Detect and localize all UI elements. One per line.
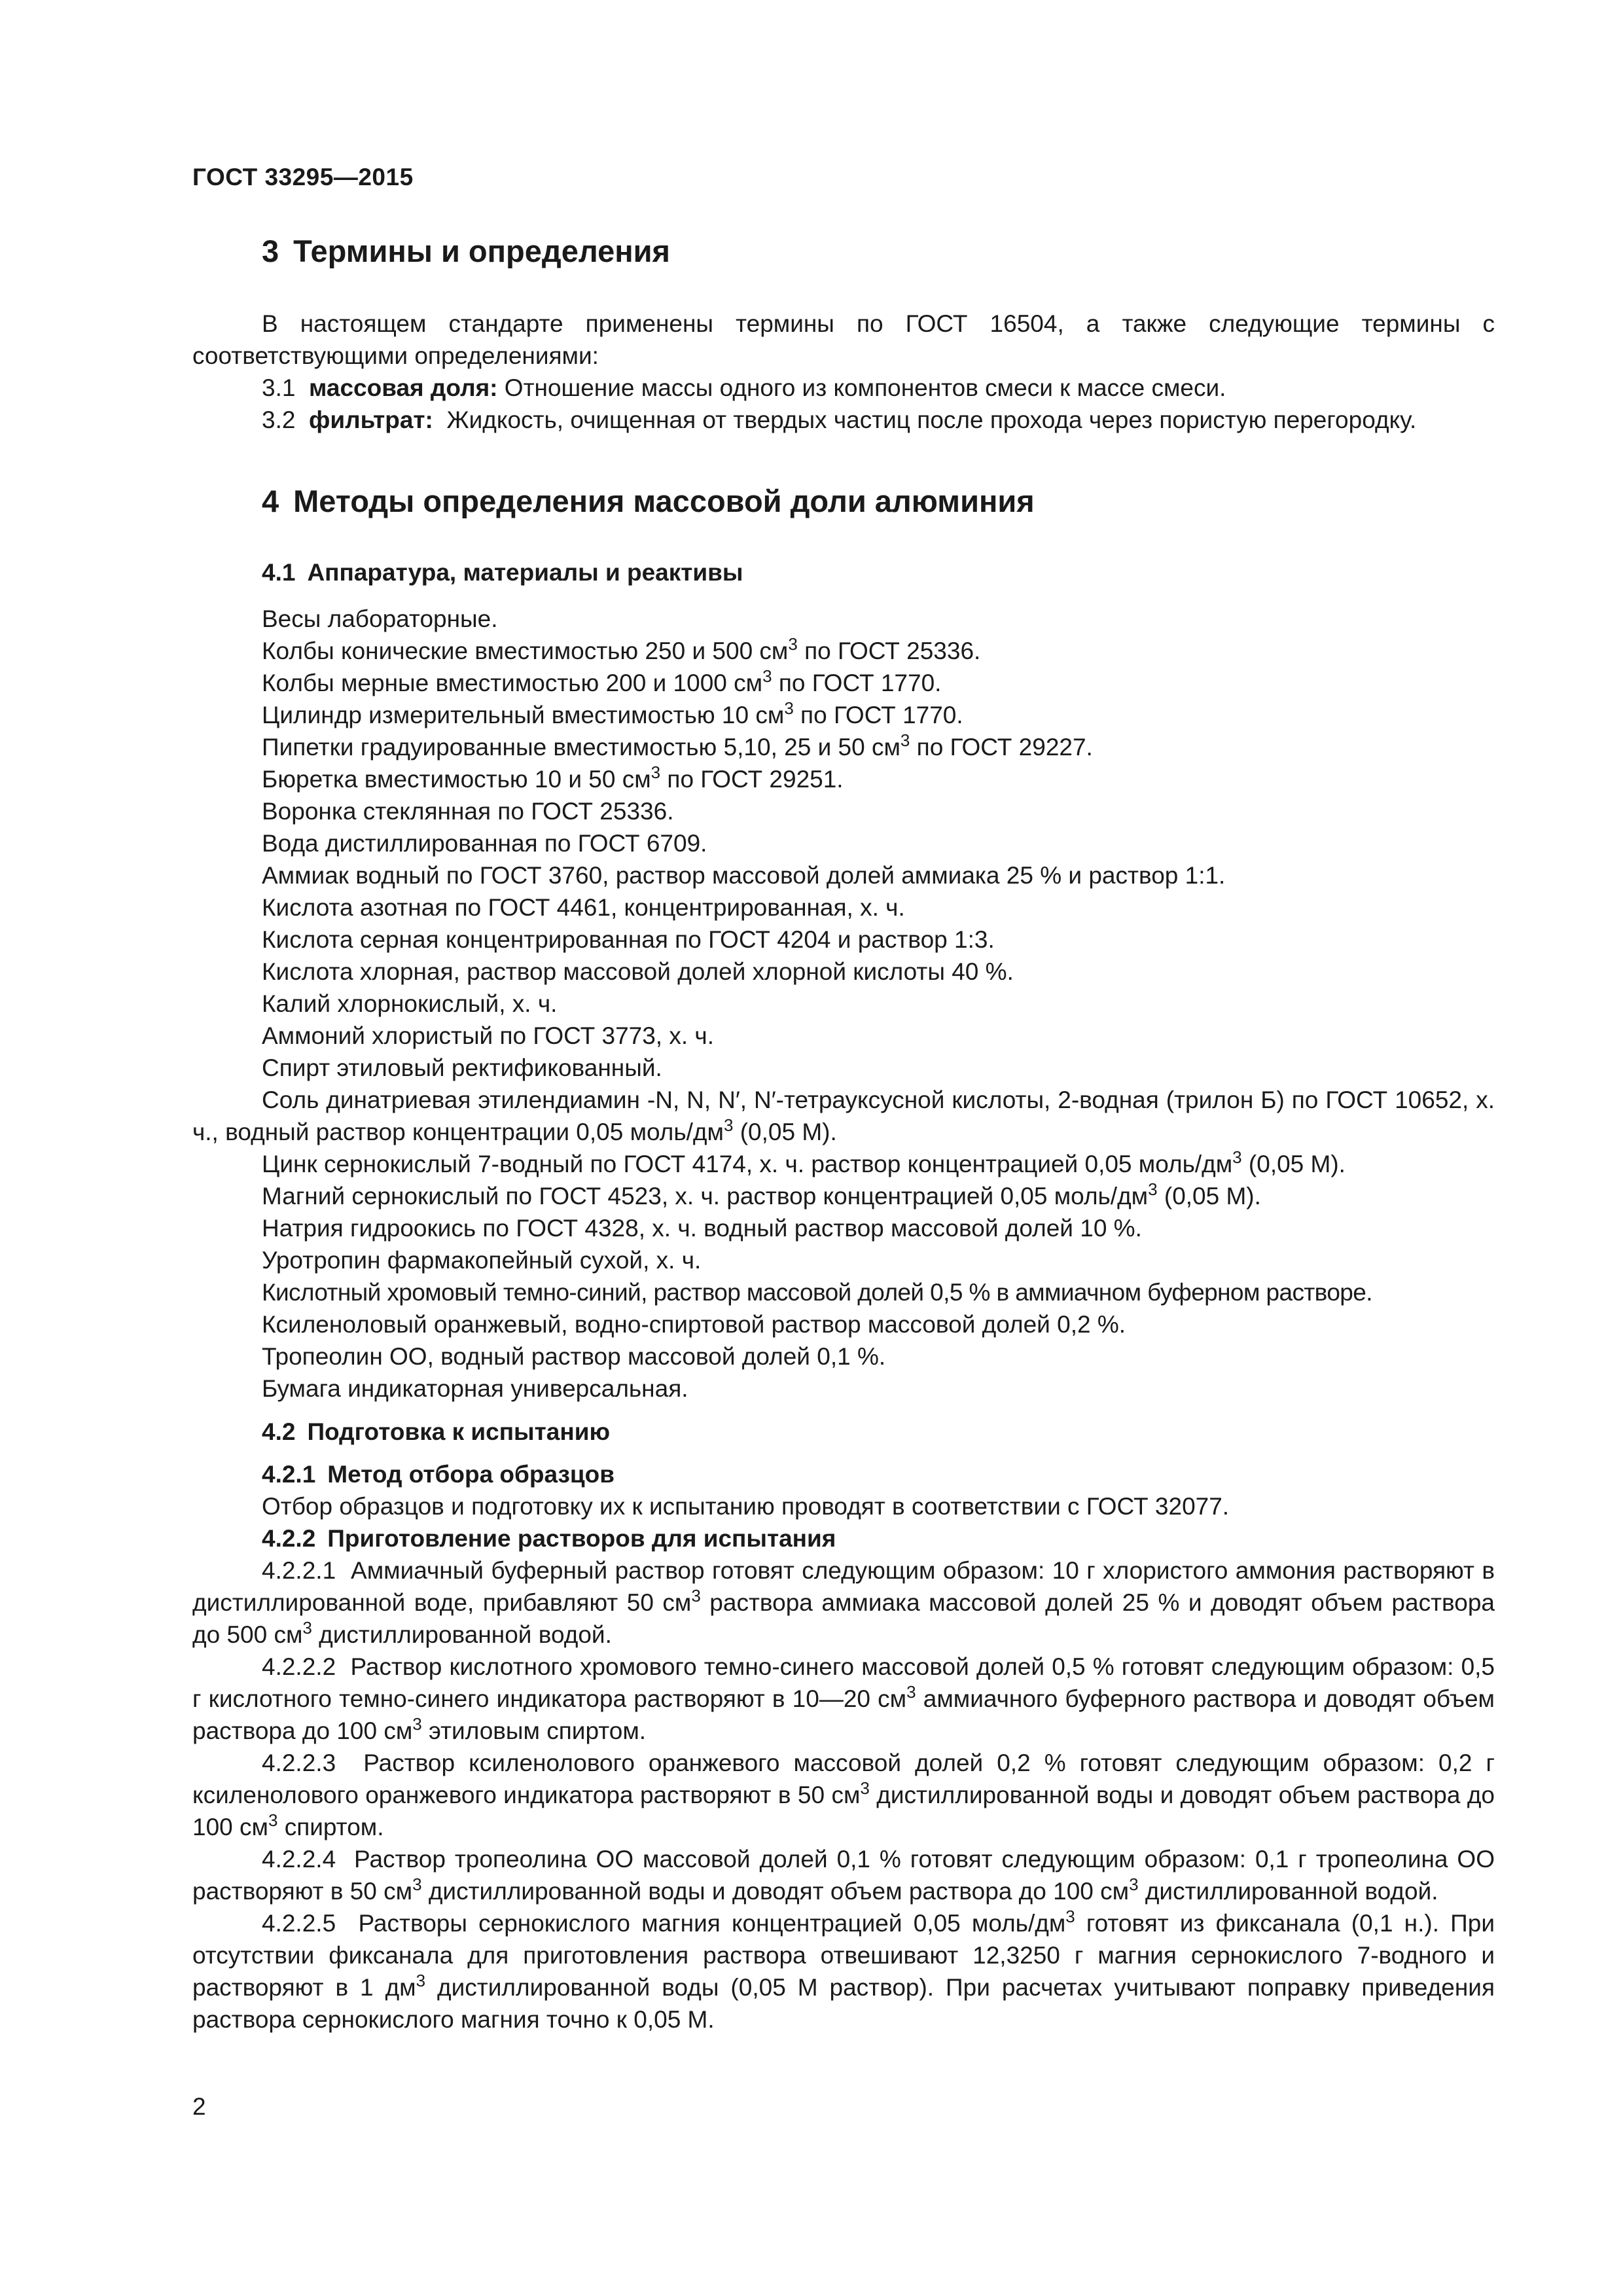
subsection-number: 4.2 <box>262 1418 296 1445</box>
subsection-title: Подготовка к испытанию <box>307 1418 611 1445</box>
section-number: 3 <box>262 234 279 268</box>
list-item: Пипетки градуированные вместимостью 5,10, 25 и 50 $см^3$ по ГОСТ 29227. <box>262 730 1093 761</box>
paragraph-4-2-2-1: 4.2.2.1 Аммиачный буферный раствор готовят следующим образом: 10 г хлористого аммония растворяют в дистиллированной воде, прибавляют 50 $см^3$ раствора аммиака массовой долей 25 % и доводят объем раствора до 500 $см^3$ дистиллированной водой. <box>192 1556 1495 1648</box>
subsection-title: Метод отбора образцов <box>327 1460 615 1488</box>
section-4-heading <box>192 483 1495 520</box>
list-item: Бюретка вместимостью 10 и 50 $см^3$ по ГОСТ 29251. <box>262 762 844 793</box>
list-item: Воронка стеклянная по ГОСТ 25336. <box>262 797 674 825</box>
document-header: ГОСТ 33295—2015 <box>192 164 414 190</box>
section-number: 4 <box>262 484 279 519</box>
paragraph-4-2-2-2: 4.2.2.2 Раствор кислотного хромового темно-синего массовой долей 0,5 % готовят следующим образом: 0,5 г кислотного темно-синего индикатора растворяют в 10—20 $см^3$ аммиачного буферного раствора и доводят объем раствора до 100 $см^3$ этиловым спиртом. <box>192 1653 1495 1744</box>
list-item: Цилиндр измерительный вместимостью 10 $см^3$ по ГОСТ 1770. <box>262 698 963 728</box>
list-item: Весы лабораторные. <box>262 605 498 632</box>
list-item: Колбы конические вместимостью 250 и 500 $см^3$ по ГОСТ 25336. <box>262 634 981 664</box>
list-item: Магний сернокислый по ГОСТ 4523, х. ч. раствор концентрацией 0,05 моль/$дм^3$ (0,05 М). <box>262 1179 1261 1210</box>
section-3-heading <box>192 233 1495 270</box>
subsection-number: 4.2.1 <box>262 1460 316 1488</box>
list-item: Тропеолин ОО, водный раствор массовой долей 0,1 %. <box>262 1342 886 1370</box>
paragraph-4-2-2-5: 4.2.2.5 Растворы сернокислого магния концентрацией 0,05 моль/$дм^3$ готовят из фиксанала (0,1 н.). При отсутствии фиксанала для приготовления раствора отвешивают 12,3250 г магния сернокислого 7-водного и растворяют в 1 $дм^3$ дистиллированной воды (0,05 М раствор). При расчетах учитывают поправку приведения раствора сернокислого магния точно к 0,05 М. <box>192 1906 1495 2033</box>
section-3-intro: В настоящем стандарте применены термины по ГОСТ 16504, а также следующие термины с соответствующими определениями: <box>192 310 1495 370</box>
term-3-2 <box>192 404 1495 436</box>
term-number: 3.2 <box>262 406 296 434</box>
list-item: Кислота хлорная, раствор массовой долей хлорной кислоты 40 %. <box>262 958 1014 985</box>
list-item: Цинк сернокислый 7-водный по ГОСТ 4174, х. ч. раствор концентрацией 0,05 моль/$дм^3$ (0,05 М). <box>262 1147 1346 1177</box>
list-item: Уротропин фармакопейный сухой, х. ч. <box>262 1246 702 1274</box>
section-title: Термины и определения <box>293 234 670 268</box>
subsection-number: 4.1 <box>262 558 296 586</box>
equipment-list <box>192 603 1495 1405</box>
list-item: Натрия гидроокись по ГОСТ 4328, х. ч. водный раствор массовой долей 10 %. <box>262 1214 1142 1242</box>
list-item: Ксиленоловый оранжевый, водно-спиртовой раствор массовой долей 0,2 %. <box>262 1310 1126 1338</box>
list-item: Аммоний хлористый по ГОСТ 3773, х. ч. <box>262 1022 714 1049</box>
list-item: Кислота серная концентрированная по ГОСТ 4204 и раствор 1:3. <box>262 925 995 953</box>
subsection-title: Приготовление растворов для испытания <box>327 1524 836 1552</box>
subsection-number: 4.2.2 <box>262 1524 316 1552</box>
list-item: Колбы мерные вместимостью 200 и 1000 $см^3$ по ГОСТ 1770. <box>262 666 942 696</box>
paragraph-4-2-2-3: 4.2.2.3 Раствор ксиленолового оранжевого массовой долей 0,2 % готовят следующим образом: 0,2 г ксиленолового оранжевого индикатора растворяют в 50 $см^3$ дистиллированной воды и доводят объем раствора до 100 $см^3$ спиртом. <box>192 1749 1495 1840</box>
subsection-4-2-2-heading <box>192 1522 1495 1554</box>
list-item: Калий хлорнокислый, х. ч. <box>262 990 558 1017</box>
list-item: Кислотный хромовый темно-синий, раствор массовой долей 0,5 % в аммиачном буферном растворе. <box>262 1278 1372 1306</box>
list-item: Соль динатриевая этилендиамин -N, N, N′, N′-тетрауксусной кислоты, 2-водная (трилон Б) по ГОСТ 10652, х. ч., водный раствор концентрации 0,05 моль/$дм^3$ (0,05 М). <box>192 1086 1495 1145</box>
list-item: Спирт этиловый ректификованный. <box>262 1054 662 1081</box>
term-definition: Жидкость, очищенная от твердых частиц после прохода через пористую перегородку. <box>446 406 1417 434</box>
page-number: 2 <box>192 2093 206 2120</box>
paragraph-4-2-1: Отбор образцов и подготовку их к испытанию проводят в соответствии с ГОСТ 32077. <box>262 1492 1230 1520</box>
section-title: Методы определения массовой доли алюминия <box>293 484 1035 519</box>
subsection-4-1-heading <box>192 557 1495 588</box>
section-3-body <box>192 308 1495 436</box>
paragraph-4-2-2-4: 4.2.2.4 Раствор тропеолина ОО массовой долей 0,1 % готовят следующим образом: 0,1 г тропеолина ОО растворяют в 50 $см^3$ дистиллированной воды и доводят объем раствора до 100 $см^3$ дистиллированной водой. <box>192 1845 1495 1905</box>
list-item: Аммиак водный по ГОСТ 3760, раствор массовой долей аммиака 25 % и раствор 1:1. <box>262 861 1226 889</box>
subsection-title: Аппаратура, материалы и реактивы <box>307 558 743 586</box>
document-body <box>192 223 1495 2036</box>
subsection-4-2-heading <box>192 1416 1495 1448</box>
term-number: 3.1 <box>262 374 296 402</box>
list-item: Вода дистиллированная по ГОСТ 6709. <box>262 829 707 857</box>
term-3-1 <box>192 372 1495 404</box>
term-name: массовая доля: <box>309 374 498 402</box>
list-item: Кислота азотная по ГОСТ 4461, концентрированная, х. ч. <box>262 893 905 921</box>
list-item: Бумага индикаторная универсальная. <box>262 1374 688 1402</box>
term-definition: Отношение массы одного из компонентов смеси к массе смеси. <box>504 374 1226 402</box>
term-name: фильтрат: <box>309 406 433 434</box>
subsection-4-2-1-heading <box>192 1458 1495 1490</box>
